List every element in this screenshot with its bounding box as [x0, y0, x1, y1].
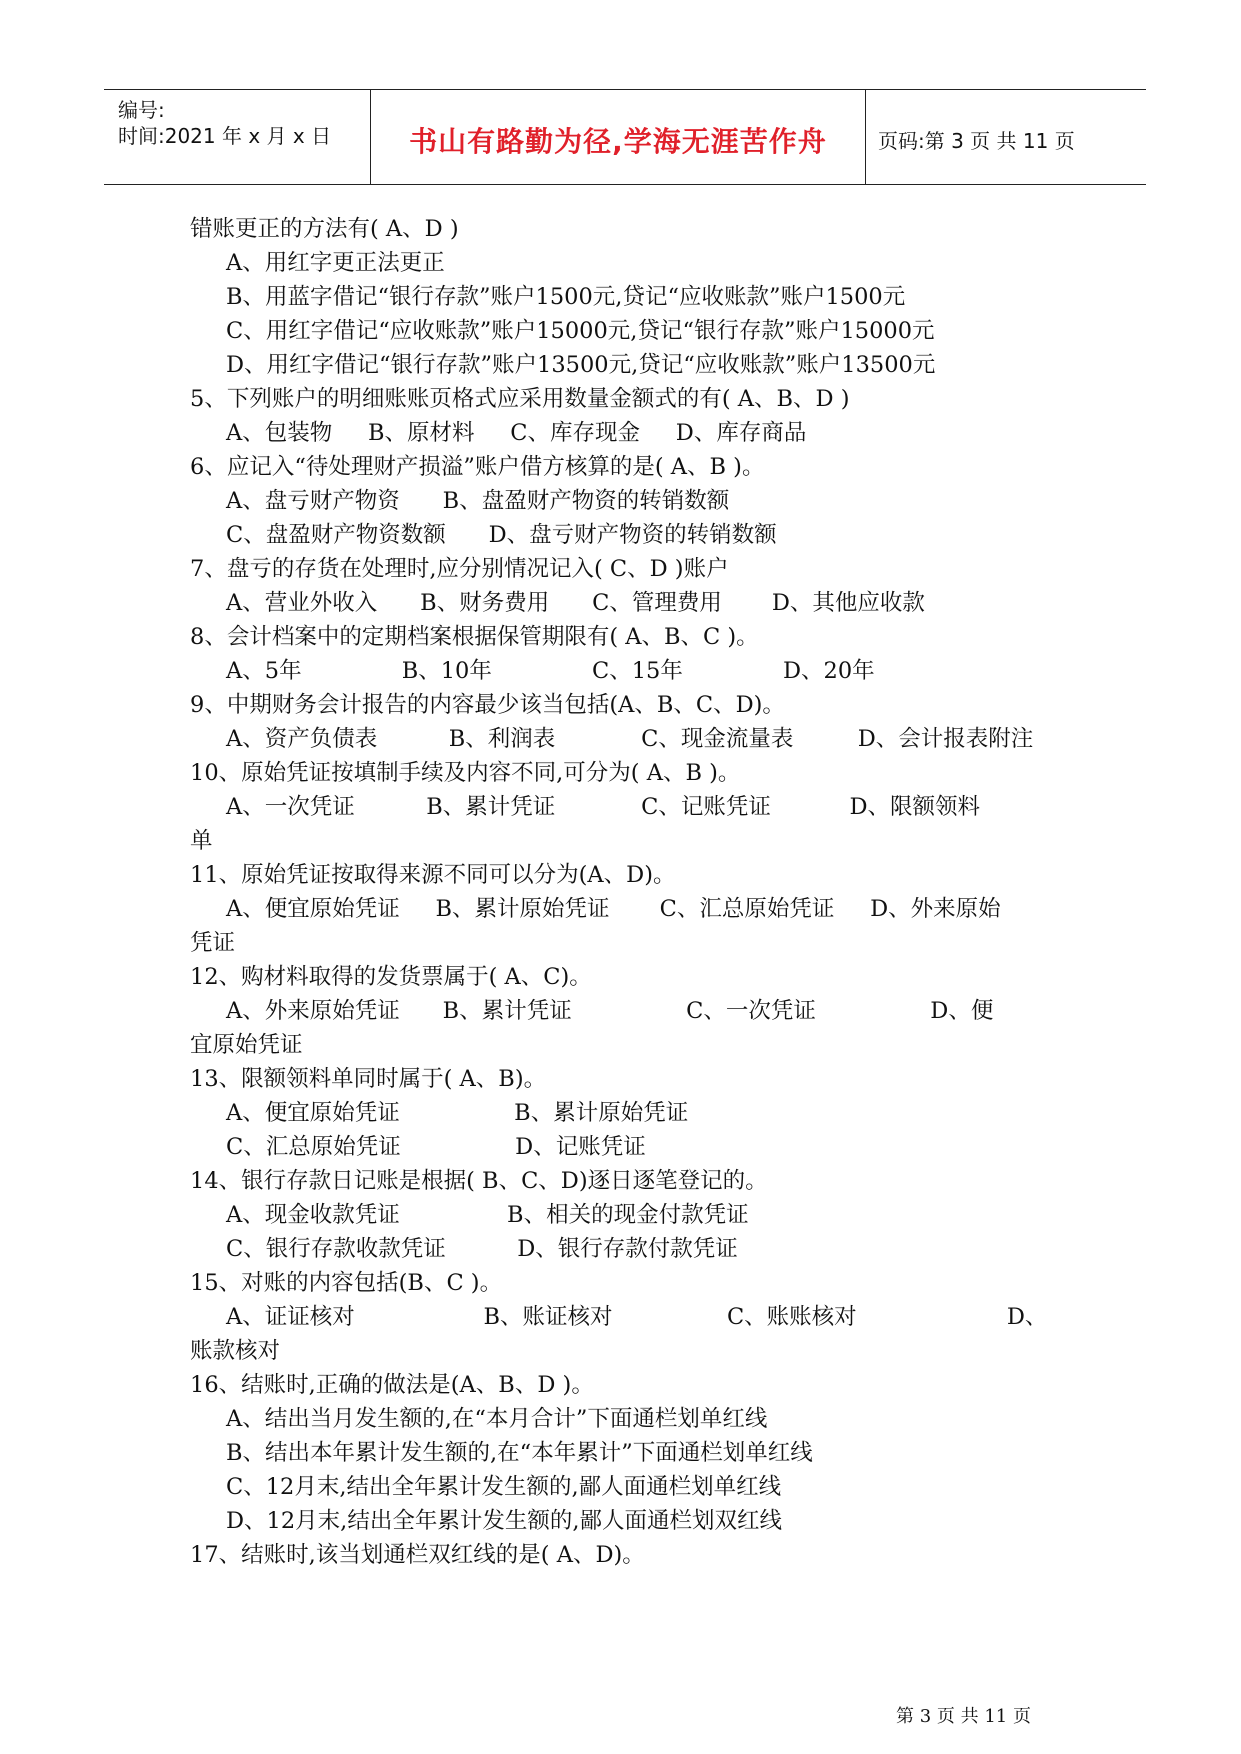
question-text: 7、盘亏的存货在处理时,应分别情况记入( C、D )账户 [190, 556, 729, 582]
question-text: 错账更正的方法有( A、D ) [190, 216, 459, 242]
option-line: C、盘盈财产物资数额 D、盘亏财产物资的转销数额 [226, 522, 777, 548]
option-line: C、用红字借记“应收账款”账户15000元,贷记“银行存款”账户15000元 [226, 318, 935, 344]
option-line-wrap: 账款核对 [190, 1338, 281, 1364]
question-text: 11、原始凭证按取得来源不同可以分为(A、D)。 [190, 862, 676, 888]
question-text: 12、购材料取得的发货票属于( A、C)。 [190, 964, 592, 990]
page-footer-number: 第 3 页 共 11 页 [896, 1706, 1031, 1727]
option-line: A、盘亏财产物资 B、盘盈财产物资的转销数额 [226, 488, 730, 514]
option-line-wrap: 凭证 [190, 930, 236, 956]
option-line: A、包装物 B、原材料 C、库存现金 D、库存商品 [226, 420, 807, 446]
option-line: A、外来原始凭证 B、累计凭证 C、一次凭证 D、便 [226, 998, 994, 1024]
option-line-wrap: 宜原始凭证 [190, 1032, 303, 1058]
question-text: 5、下列账户的明细账账页格式应采用数量金额式的有( A、B、D ) [190, 386, 850, 412]
question-text: 6、应记入“待处理财产损溢”账户借方核算的是( A、B )。 [190, 454, 765, 480]
option-line: A、营业外收入 B、财务费用 C、管理费用 D、其他应收款 [226, 590, 925, 616]
option-line: D、12月末,结出全年累计发生额的,鄙人面通栏划双红线 [226, 1508, 782, 1534]
question-text: 10、原始凭证按填制手续及内容不同,可分为( A、B )。 [190, 760, 741, 786]
question-text: 13、限额领料单同时属于( A、B)。 [190, 1066, 547, 1092]
question-text: 8、会计档案中的定期档案根据保管期限有( A、B、C )。 [190, 624, 759, 650]
option-line: B、结出本年累计发生额的,在“本年累计”下面通栏划单红线 [226, 1440, 813, 1466]
question-text: 9、中期财务会计报告的内容最少该当包括(A、B、C、D)。 [190, 692, 785, 718]
option-line: C、12月末,结出全年累计发生额的,鄙人面通栏划单红线 [226, 1474, 782, 1500]
option-line: A、现金收款凭证 B、相关的现金付款凭证 [226, 1202, 749, 1228]
question-text: 16、结账时,正确的做法是(A、B、D )。 [190, 1372, 594, 1398]
option-line: C、汇总原始凭证 D、记账凭证 [226, 1134, 646, 1160]
option-line-wrap: 单 [190, 828, 213, 854]
option-line: D、用红字借记“银行存款”账户13500元,贷记“应收账款”账户13500元 [226, 352, 936, 378]
document-time: 时间:2021 年 x 月 x 日 [118, 124, 332, 148]
option-line: A、5年 B、10年 C、15年 D、20年 [226, 658, 875, 684]
question-text: 14、银行存款日记账是根据( B、C、D)逐日逐笔登记的。 [190, 1168, 768, 1194]
option-line: A、便宜原始凭证 B、累计原始凭证 C、汇总原始凭证 D、外来原始 [226, 896, 1001, 922]
option-line: A、结出当月发生额的,在“本月合计”下面通栏划单红线 [226, 1406, 768, 1432]
option-line: A、一次凭证 B、累计凭证 C、记账凭证 D、限额领料 [226, 794, 981, 820]
question-text: 17、结账时,该当划通栏双红线的是( A、D)。 [190, 1542, 645, 1568]
option-line: A、用红字更正法更正 [226, 250, 445, 276]
document-number-label: 编号: [118, 98, 165, 122]
option-line: A、便宜原始凭证 B、累计原始凭证 [226, 1100, 689, 1126]
option-line: A、资产负债表 B、利润表 C、现金流量表 D、会计报表附注 [226, 726, 1034, 752]
header-page-number: 页码:第 3 页 共 11 页 [878, 129, 1075, 153]
option-line: A、证证核对 B、账证核对 C、账账核对 D、 [226, 1304, 1048, 1330]
header-motto: 书山有路勤为径,学海无涯苦作舟 [409, 125, 827, 158]
question-text: 15、对账的内容包括(B、C )。 [190, 1270, 503, 1296]
option-line: B、用蓝字借记“银行存款”账户1500元,贷记“应收账款”账户1500元 [226, 284, 906, 310]
option-line: C、银行存款收款凭证 D、银行存款付款凭证 [226, 1236, 738, 1262]
